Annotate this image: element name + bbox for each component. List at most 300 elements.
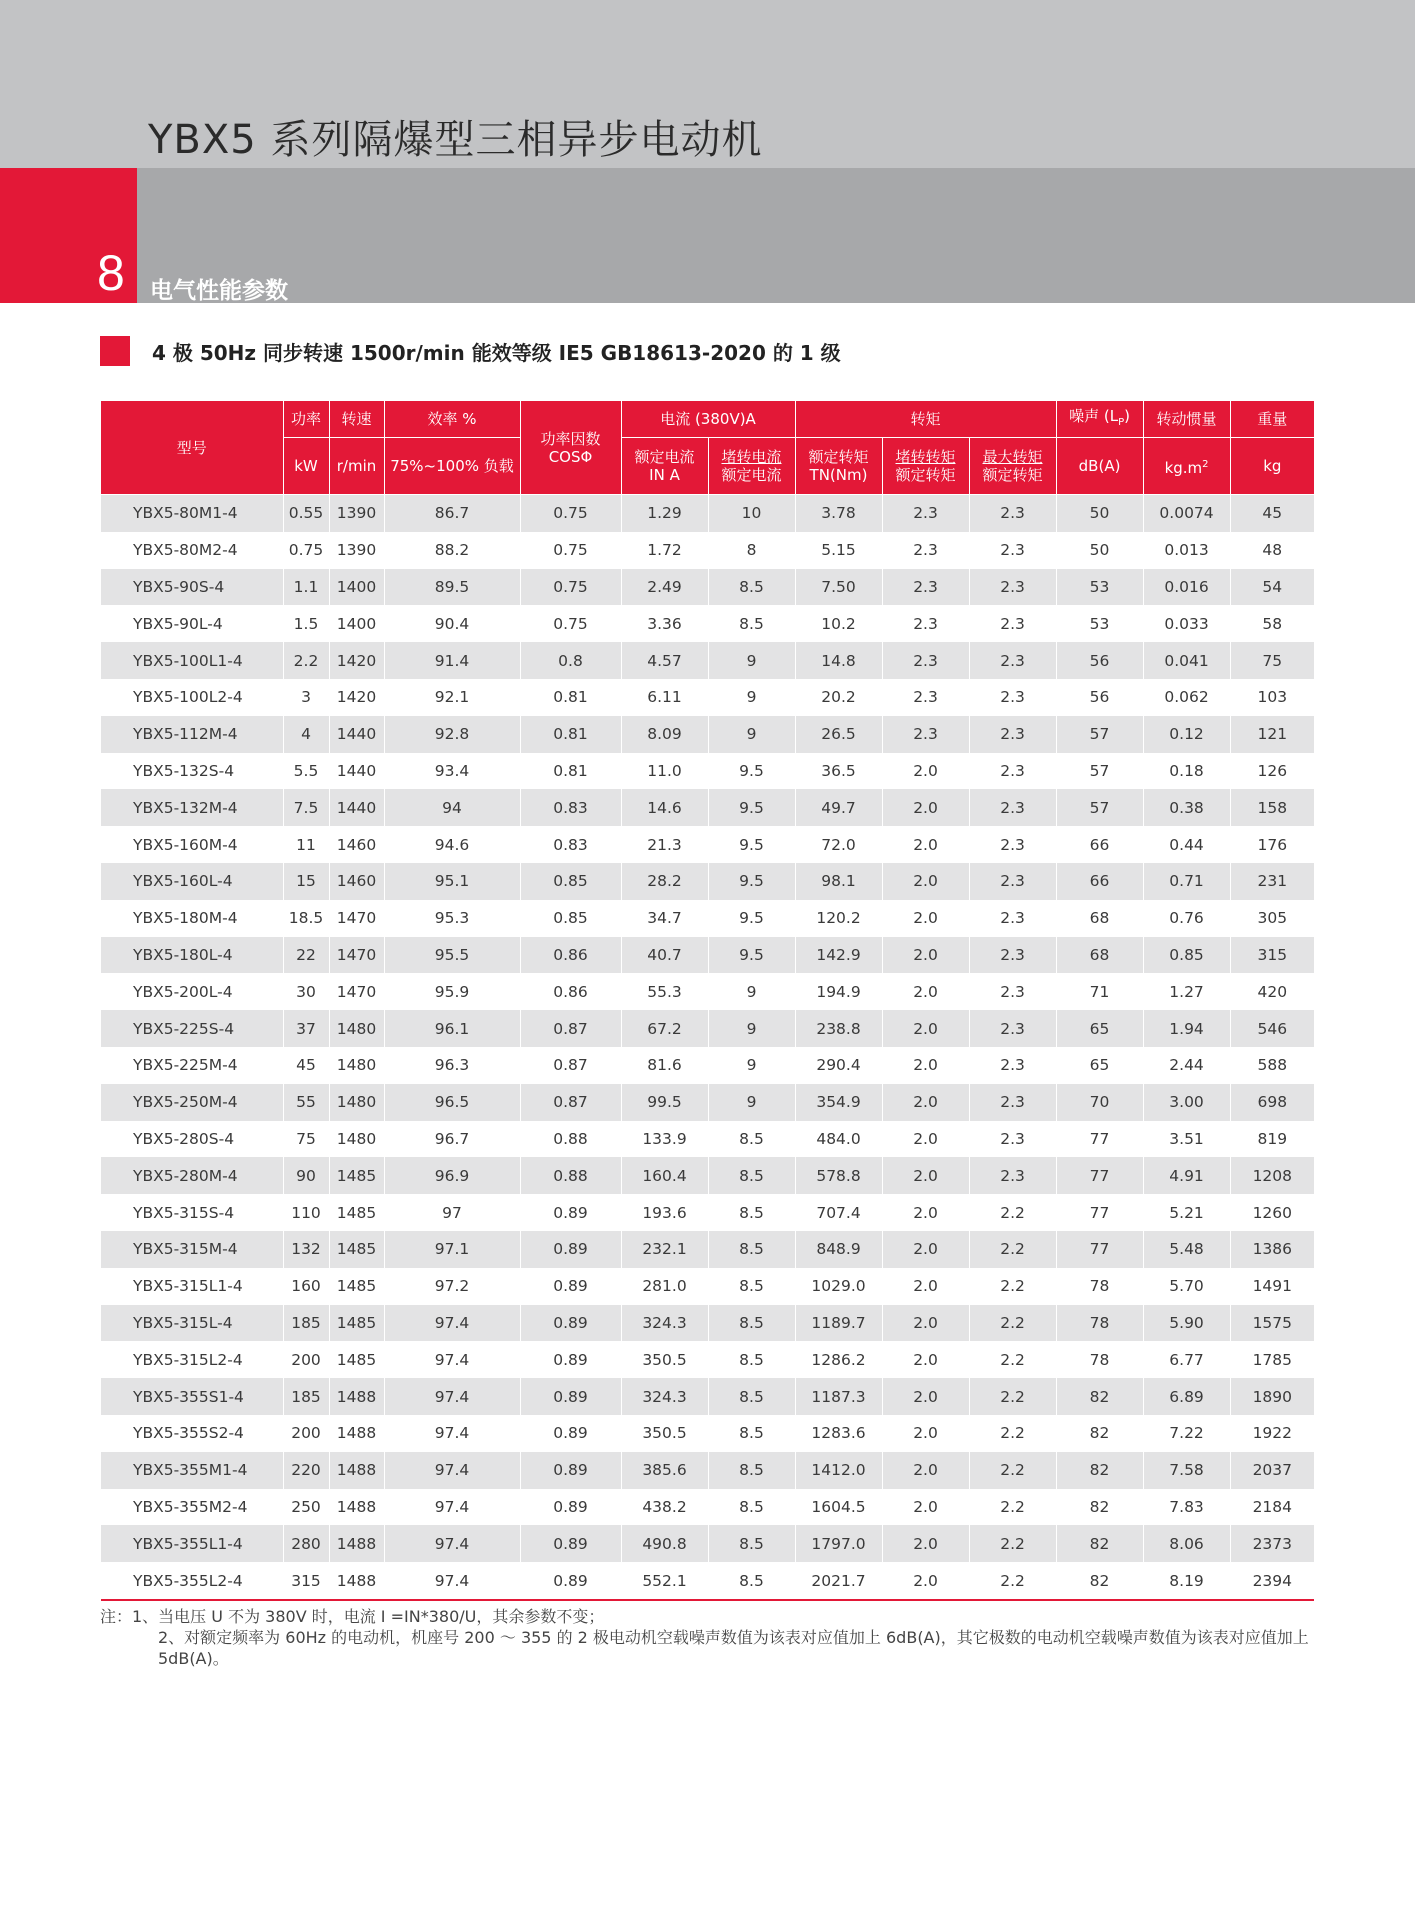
table-cell: 2.0	[882, 1194, 969, 1231]
table-cell: 2.2	[969, 1305, 1056, 1342]
table-cell: 78	[1056, 1341, 1143, 1378]
page-title: YBX5 系列隔爆型三相异步电动机	[148, 117, 763, 163]
header-power-factor	[520, 401, 621, 495]
table-cell: 2.3	[969, 716, 1056, 753]
table-cell: 2.0	[882, 1268, 969, 1305]
table-header-row-2	[101, 438, 1314, 495]
table-cell: 1488	[329, 1378, 384, 1415]
table-cell: 0.81	[520, 679, 621, 716]
table-cell: 0.062	[1143, 679, 1230, 716]
table-cell: 82	[1056, 1452, 1143, 1489]
table-cell: 34.7	[621, 900, 708, 937]
table-cell: 8.5	[708, 1231, 795, 1268]
table-row	[101, 1452, 1314, 1489]
table-cell: 8	[708, 532, 795, 569]
table-cell: 1460	[329, 863, 384, 900]
table-cell: 0.033	[1143, 605, 1230, 642]
table-cell: 2.0	[882, 973, 969, 1010]
table-cell: 49.7	[795, 789, 882, 826]
table-cell: 0.0074	[1143, 495, 1230, 532]
table-cell: 2.2	[969, 1378, 1056, 1415]
header-power-factor-line1: 功率因数	[540, 429, 601, 448]
table-cell: 2.0	[882, 1305, 969, 1342]
table-cell: 9	[708, 716, 795, 753]
table-cell: 1485	[329, 1305, 384, 1342]
table-cell: 490.8	[621, 1525, 708, 1562]
table-row	[101, 1157, 1314, 1194]
table-cell: 20.2	[795, 679, 882, 716]
model-cell: YBX5-90L-4	[101, 605, 283, 642]
table-cell: 30	[283, 973, 329, 1010]
table-cell: 238.8	[795, 1010, 882, 1047]
table-cell: 0.18	[1143, 753, 1230, 790]
table-cell: 5.90	[1143, 1305, 1230, 1342]
table-cell: 8.5	[708, 1525, 795, 1562]
table-cell: 103	[1230, 679, 1314, 716]
table-cell: 9.5	[708, 753, 795, 790]
table-cell: 93.4	[384, 753, 520, 790]
table-cell: 3.78	[795, 495, 882, 532]
table-cell: 126	[1230, 753, 1314, 790]
table-cell: 3.36	[621, 605, 708, 642]
model-cell: YBX5-160L-4	[101, 863, 283, 900]
table-cell: 2.0	[882, 1047, 969, 1084]
table-cell: 1470	[329, 900, 384, 937]
table-cell: 142.9	[795, 937, 882, 974]
table-row	[101, 1047, 1314, 1084]
header-inertia-unit-base: kg.m	[1164, 458, 1203, 477]
header-torque: 转矩	[795, 401, 1056, 438]
table-cell: 438.2	[621, 1489, 708, 1526]
table-cell: 96.5	[384, 1084, 520, 1121]
table-cell: 4	[283, 716, 329, 753]
table-cell: 6.11	[621, 679, 708, 716]
model-cell: YBX5-225S-4	[101, 1010, 283, 1047]
table-cell: 97	[384, 1194, 520, 1231]
table-cell: 82	[1056, 1415, 1143, 1452]
table-cell: 1187.3	[795, 1378, 882, 1415]
table-cell: 53	[1056, 569, 1143, 606]
table-cell: 2.3	[882, 532, 969, 569]
chapter-title: 电气性能参数	[150, 278, 288, 304]
table-cell: 194.9	[795, 973, 882, 1010]
table-cell: 9.5	[708, 863, 795, 900]
table-cell: 1386	[1230, 1231, 1314, 1268]
table-cell: 88.2	[384, 532, 520, 569]
table-row	[101, 1121, 1314, 1158]
table-cell: 2.0	[882, 1415, 969, 1452]
table-cell: 1029.0	[795, 1268, 882, 1305]
table-cell: 185	[283, 1378, 329, 1415]
table-cell: 2.44	[1143, 1047, 1230, 1084]
table-cell: 97.4	[384, 1489, 520, 1526]
table-cell: 9.5	[708, 826, 795, 863]
table-cell: 2394	[1230, 1562, 1314, 1600]
table-cell: 3	[283, 679, 329, 716]
table-cell: 2.0	[882, 1525, 969, 1562]
table-cell: 0.75	[520, 532, 621, 569]
table-cell: 2.3	[969, 1047, 1056, 1084]
table-header-row-1	[101, 401, 1314, 438]
table-cell: 2.0	[882, 1452, 969, 1489]
table-cell: 1890	[1230, 1378, 1314, 1415]
table-cell: 2.2	[969, 1452, 1056, 1489]
header-speed-unit: r/min	[329, 438, 384, 495]
header-inertia-unit-sup: 2	[1202, 458, 1209, 470]
table-cell: 9	[708, 1084, 795, 1121]
table-cell: 96.3	[384, 1047, 520, 1084]
table-cell: 2.0	[882, 1121, 969, 1158]
table-cell: 0.44	[1143, 826, 1230, 863]
table-cell: 5.21	[1143, 1194, 1230, 1231]
table-cell: 2.3	[882, 679, 969, 716]
table-body	[101, 495, 1314, 1600]
model-cell: YBX5-355M1-4	[101, 1452, 283, 1489]
table-cell: 0.85	[520, 900, 621, 937]
table-cell: 53	[1056, 605, 1143, 642]
table-cell: 77	[1056, 1121, 1143, 1158]
table-cell: 7.50	[795, 569, 882, 606]
model-cell: YBX5-280M-4	[101, 1157, 283, 1194]
table-cell: 15	[283, 863, 329, 900]
model-cell: YBX5-315L-4	[101, 1305, 283, 1342]
table-cell: 1283.6	[795, 1415, 882, 1452]
table-cell: 8.5	[708, 1562, 795, 1600]
table-cell: 193.6	[621, 1194, 708, 1231]
table-cell: 200	[283, 1341, 329, 1378]
table-cell: 1390	[329, 495, 384, 532]
header-max-torque-ratio	[969, 438, 1056, 495]
table-cell: 8.5	[708, 1452, 795, 1489]
table-cell: 99.5	[621, 1084, 708, 1121]
table-cell: 14.8	[795, 642, 882, 679]
table-cell: 2.3	[969, 495, 1056, 532]
table-cell: 91.4	[384, 642, 520, 679]
table-cell: 8.06	[1143, 1525, 1230, 1562]
table-cell: 2.0	[882, 1562, 969, 1600]
table-cell: 9.5	[708, 789, 795, 826]
footnote-1	[100, 1606, 1315, 1627]
table-cell: 8.5	[708, 1489, 795, 1526]
table-cell: 9.5	[708, 937, 795, 974]
table-cell: 5.70	[1143, 1268, 1230, 1305]
table-cell: 1485	[329, 1231, 384, 1268]
table-cell: 8.5	[708, 569, 795, 606]
table-cell: 0.55	[283, 495, 329, 532]
header-locked-torque-line1: 堵转转矩	[895, 448, 956, 466]
model-cell: YBX5-315M-4	[101, 1231, 283, 1268]
table-cell: 6.77	[1143, 1341, 1230, 1378]
table-cell: 2.0	[882, 1084, 969, 1121]
table-cell: 0.81	[520, 716, 621, 753]
table-cell: 8.5	[708, 1157, 795, 1194]
table-cell: 0.89	[520, 1562, 621, 1600]
table-cell: 1480	[329, 1010, 384, 1047]
table-cell: 5.15	[795, 532, 882, 569]
table-cell: 92.8	[384, 716, 520, 753]
table-cell: 97.2	[384, 1268, 520, 1305]
model-cell: YBX5-200L-4	[101, 973, 283, 1010]
header-speed: 转速	[329, 401, 384, 438]
table-cell: 97.4	[384, 1378, 520, 1415]
table-cell: 0.89	[520, 1268, 621, 1305]
table-cell: 305	[1230, 900, 1314, 937]
table-cell: 2.3	[882, 642, 969, 679]
table-cell: 8.5	[708, 1378, 795, 1415]
table-cell: 1420	[329, 642, 384, 679]
header-rated-current	[621, 438, 708, 495]
header-efficiency: 效率 %	[384, 401, 520, 438]
table-cell: 1485	[329, 1341, 384, 1378]
table-cell: 1485	[329, 1157, 384, 1194]
table-cell: 707.4	[795, 1194, 882, 1231]
table-cell: 1488	[329, 1525, 384, 1562]
table-cell: 1.94	[1143, 1010, 1230, 1047]
table-cell: 0.013	[1143, 532, 1230, 569]
table-cell: 1575	[1230, 1305, 1314, 1342]
table-cell: 2.3	[969, 642, 1056, 679]
table-cell: 67.2	[621, 1010, 708, 1047]
chapter-number: 8	[97, 245, 125, 301]
table-cell: 1797.0	[795, 1525, 882, 1562]
table-cell: 1400	[329, 569, 384, 606]
table-row	[101, 1415, 1314, 1452]
table-cell: 40.7	[621, 937, 708, 974]
table-cell: 7.58	[1143, 1452, 1230, 1489]
table-cell: 55.3	[621, 973, 708, 1010]
header-locked-torque-line2: 额定转矩	[895, 466, 956, 484]
table-cell: 21.3	[621, 826, 708, 863]
table-cell: 58	[1230, 605, 1314, 642]
table-cell: 0.83	[520, 789, 621, 826]
table-cell: 82	[1056, 1378, 1143, 1415]
table-cell: 70	[1056, 1084, 1143, 1121]
table-cell: 8.5	[708, 1341, 795, 1378]
model-cell: YBX5-355S1-4	[101, 1378, 283, 1415]
table-cell: 1412.0	[795, 1452, 882, 1489]
table-cell: 0.88	[520, 1121, 621, 1158]
header-locked-current-line1: 堵转电流	[721, 448, 782, 466]
table-cell: 77	[1056, 1194, 1143, 1231]
model-cell: YBX5-80M1-4	[101, 495, 283, 532]
table-row	[101, 569, 1314, 606]
table-cell: 1286.2	[795, 1341, 882, 1378]
table-cell: 5.48	[1143, 1231, 1230, 1268]
table-cell: 1.27	[1143, 973, 1230, 1010]
table-cell: 132	[283, 1231, 329, 1268]
table-cell: 0.75	[283, 532, 329, 569]
table-cell: 11.0	[621, 753, 708, 790]
table-cell: 0.38	[1143, 789, 1230, 826]
table-cell: 2373	[1230, 1525, 1314, 1562]
table-row	[101, 605, 1314, 642]
table-cell: 0.87	[520, 1047, 621, 1084]
table-cell: 0.89	[520, 1231, 621, 1268]
model-cell: YBX5-315L2-4	[101, 1341, 283, 1378]
table-cell: 1480	[329, 1121, 384, 1158]
table-row	[101, 753, 1314, 790]
table-cell: 2.0	[882, 1157, 969, 1194]
table-cell: 94	[384, 789, 520, 826]
table-cell: 7.22	[1143, 1415, 1230, 1452]
table-cell: 57	[1056, 789, 1143, 826]
table-cell: 2.2	[969, 1231, 1056, 1268]
table-cell: 2.0	[882, 753, 969, 790]
table-cell: 4.57	[621, 642, 708, 679]
header-noise-sub: P	[1118, 416, 1125, 428]
table-cell: 2.3	[969, 863, 1056, 900]
table-cell: 96.7	[384, 1121, 520, 1158]
table-row	[101, 1341, 1314, 1378]
table-cell: 0.89	[520, 1489, 621, 1526]
footnote-prefix: 注：	[100, 1607, 133, 1626]
table-cell: 4.91	[1143, 1157, 1230, 1194]
table-cell: 22	[283, 937, 329, 974]
header-rated-torque	[795, 438, 882, 495]
table-cell: 290.4	[795, 1047, 882, 1084]
table-row	[101, 900, 1314, 937]
header-noise-label: 噪声 (L	[1069, 406, 1119, 425]
table-cell: 10	[708, 495, 795, 532]
table-cell: 120.2	[795, 900, 882, 937]
table-cell: 1488	[329, 1452, 384, 1489]
table-cell: 77	[1056, 1231, 1143, 1268]
model-cell: YBX5-80M2-4	[101, 532, 283, 569]
table-cell: 2.3	[969, 1121, 1056, 1158]
table-cell: 86.7	[384, 495, 520, 532]
model-cell: YBX5-315S-4	[101, 1194, 283, 1231]
table-cell: 0.71	[1143, 863, 1230, 900]
table-cell: 7.5	[283, 789, 329, 826]
table-cell: 1390	[329, 532, 384, 569]
table-cell: 18.5	[283, 900, 329, 937]
table-cell: 1488	[329, 1489, 384, 1526]
table-cell: 588	[1230, 1047, 1314, 1084]
header-locked-current-ratio	[708, 438, 795, 495]
table-cell: 66	[1056, 863, 1143, 900]
header-max-torque-line1: 最大转矩	[982, 448, 1043, 466]
table-cell: 2.0	[882, 863, 969, 900]
table-row	[101, 1378, 1314, 1415]
table-cell: 1460	[329, 826, 384, 863]
table-cell: 2.49	[621, 569, 708, 606]
table-cell: 0.89	[520, 1305, 621, 1342]
table-cell: 2.3	[969, 973, 1056, 1010]
table-cell: 26.5	[795, 716, 882, 753]
header-locked-current-line2: 额定电流	[721, 466, 782, 484]
table-cell: 75	[1230, 642, 1314, 679]
table-cell: 8.5	[708, 1415, 795, 1452]
table-cell: 48	[1230, 532, 1314, 569]
table-cell: 2.3	[969, 789, 1056, 826]
table-cell: 8.09	[621, 716, 708, 753]
table-cell: 97.4	[384, 1452, 520, 1489]
table-cell: 1488	[329, 1415, 384, 1452]
model-cell: YBX5-355L2-4	[101, 1562, 283, 1600]
table-row	[101, 1084, 1314, 1121]
table-cell: 2.3	[969, 826, 1056, 863]
table-cell: 0.86	[520, 973, 621, 1010]
table-cell: 68	[1056, 937, 1143, 974]
table-cell: 1785	[1230, 1341, 1314, 1378]
table-row	[101, 937, 1314, 974]
table-row	[101, 1194, 1314, 1231]
header-power: 功率	[283, 401, 329, 438]
table-cell: 2.2	[969, 1525, 1056, 1562]
table-row	[101, 789, 1314, 826]
model-cell: YBX5-160M-4	[101, 826, 283, 863]
table-cell: 0.041	[1143, 642, 1230, 679]
table-cell: 10.2	[795, 605, 882, 642]
table-row	[101, 863, 1314, 900]
table-cell: 54	[1230, 569, 1314, 606]
header-locked-torque-ratio	[882, 438, 969, 495]
table-cell: 7.83	[1143, 1489, 1230, 1526]
table-cell: 315	[283, 1562, 329, 1600]
table-cell: 2.2	[969, 1268, 1056, 1305]
table-cell: 0.75	[520, 569, 621, 606]
table-cell: 2.3	[882, 495, 969, 532]
table-cell: 350.5	[621, 1341, 708, 1378]
table-cell: 0.12	[1143, 716, 1230, 753]
table-row	[101, 1562, 1314, 1600]
table-cell: 231	[1230, 863, 1314, 900]
model-cell: YBX5-280S-4	[101, 1121, 283, 1158]
table-row	[101, 716, 1314, 753]
table-cell: 0.89	[520, 1341, 621, 1378]
table-cell: 0.86	[520, 937, 621, 974]
table-cell: 0.8	[520, 642, 621, 679]
table-cell: 250	[283, 1489, 329, 1526]
table-cell: 698	[1230, 1084, 1314, 1121]
header-inertia: 转动惯量	[1143, 401, 1230, 438]
header-power-unit: kW	[283, 438, 329, 495]
table-cell: 158	[1230, 789, 1314, 826]
table-cell: 0.87	[520, 1084, 621, 1121]
table-cell: 57	[1056, 716, 1143, 753]
table-row	[101, 826, 1314, 863]
table-row	[101, 1305, 1314, 1342]
table-cell: 2.0	[882, 900, 969, 937]
table-cell: 0.81	[520, 753, 621, 790]
table-cell: 9	[708, 1010, 795, 1047]
table-cell: 110	[283, 1194, 329, 1231]
table-cell: 1440	[329, 789, 384, 826]
table-cell: 0.016	[1143, 569, 1230, 606]
table-cell: 97.4	[384, 1562, 520, 1600]
table-cell: 2.2	[969, 1562, 1056, 1600]
header-inertia-unit	[1143, 438, 1230, 495]
table-cell: 82	[1056, 1525, 1143, 1562]
table-cell: 65	[1056, 1010, 1143, 1047]
table-cell: 57	[1056, 753, 1143, 790]
header-rated-torque-line1: 额定转矩	[808, 448, 869, 466]
table-cell: 14.6	[621, 789, 708, 826]
table-cell: 0.85	[1143, 937, 1230, 974]
table-cell: 1.29	[621, 495, 708, 532]
table-cell: 2.2	[969, 1341, 1056, 1378]
table-cell: 1.5	[283, 605, 329, 642]
table-cell: 2.3	[882, 605, 969, 642]
header-power-factor-line2: COSΦ	[548, 447, 593, 466]
header-noise-unit: dB(A)	[1056, 438, 1143, 495]
table-cell: 2.3	[969, 1084, 1056, 1121]
table-cell: 121	[1230, 716, 1314, 753]
table-cell: 1491	[1230, 1268, 1314, 1305]
model-cell: YBX5-132M-4	[101, 789, 283, 826]
table-row	[101, 973, 1314, 1010]
table-cell: 2.3	[882, 716, 969, 753]
